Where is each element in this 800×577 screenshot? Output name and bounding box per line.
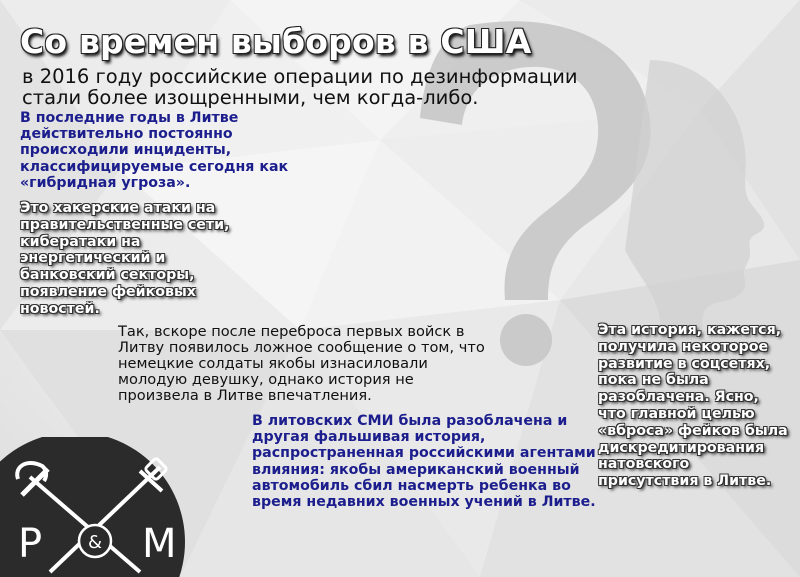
social-media-story-text: Эта история, кажется, получила некоторое развитие в соцсетях, пока не была разоблачена. Ясно, что главной целью «вброса» фейков была дискредитирования натовского присутствия в Литве.	[598, 322, 788, 490]
logo-letter-m: M	[142, 521, 177, 567]
logo-ampersand: &	[87, 532, 103, 553]
subtitle: в 2016 году российские операции по дезинформации стали более изощренными, чем когда-либо.	[22, 65, 578, 109]
intro-hybrid-threat-text: В последние годы в Литве действительно постоянно происходили инциденты, классифицируемые сегодня как «гибридная угроза».	[20, 110, 289, 191]
pm-logo	[0, 437, 200, 577]
page-title: Со времен выборов в США	[20, 22, 532, 61]
false-rumor-text: Так, вскоре после переброса первых войск в Литву появилось ложное сообщение о том, что немецкие солдаты якобы изнасиловали молодую девушку, однако история не произвела в Литве впечатления.	[118, 323, 485, 404]
logo-letter-p: P	[18, 521, 43, 567]
media-exposed-story-text: В литовских СМИ была разоблачена и другая фальшивая история, распространенная российскими агентами влияния: якобы американский военный автомобиль сбил насмерть ребенка во время недавних военных учений в Литве.	[252, 413, 596, 511]
attacks-list-text: Это хакерские атаки на правительственные сети, кибератаки на энергетический и банковский секторы, появление фейковых новостей.	[20, 200, 230, 317]
